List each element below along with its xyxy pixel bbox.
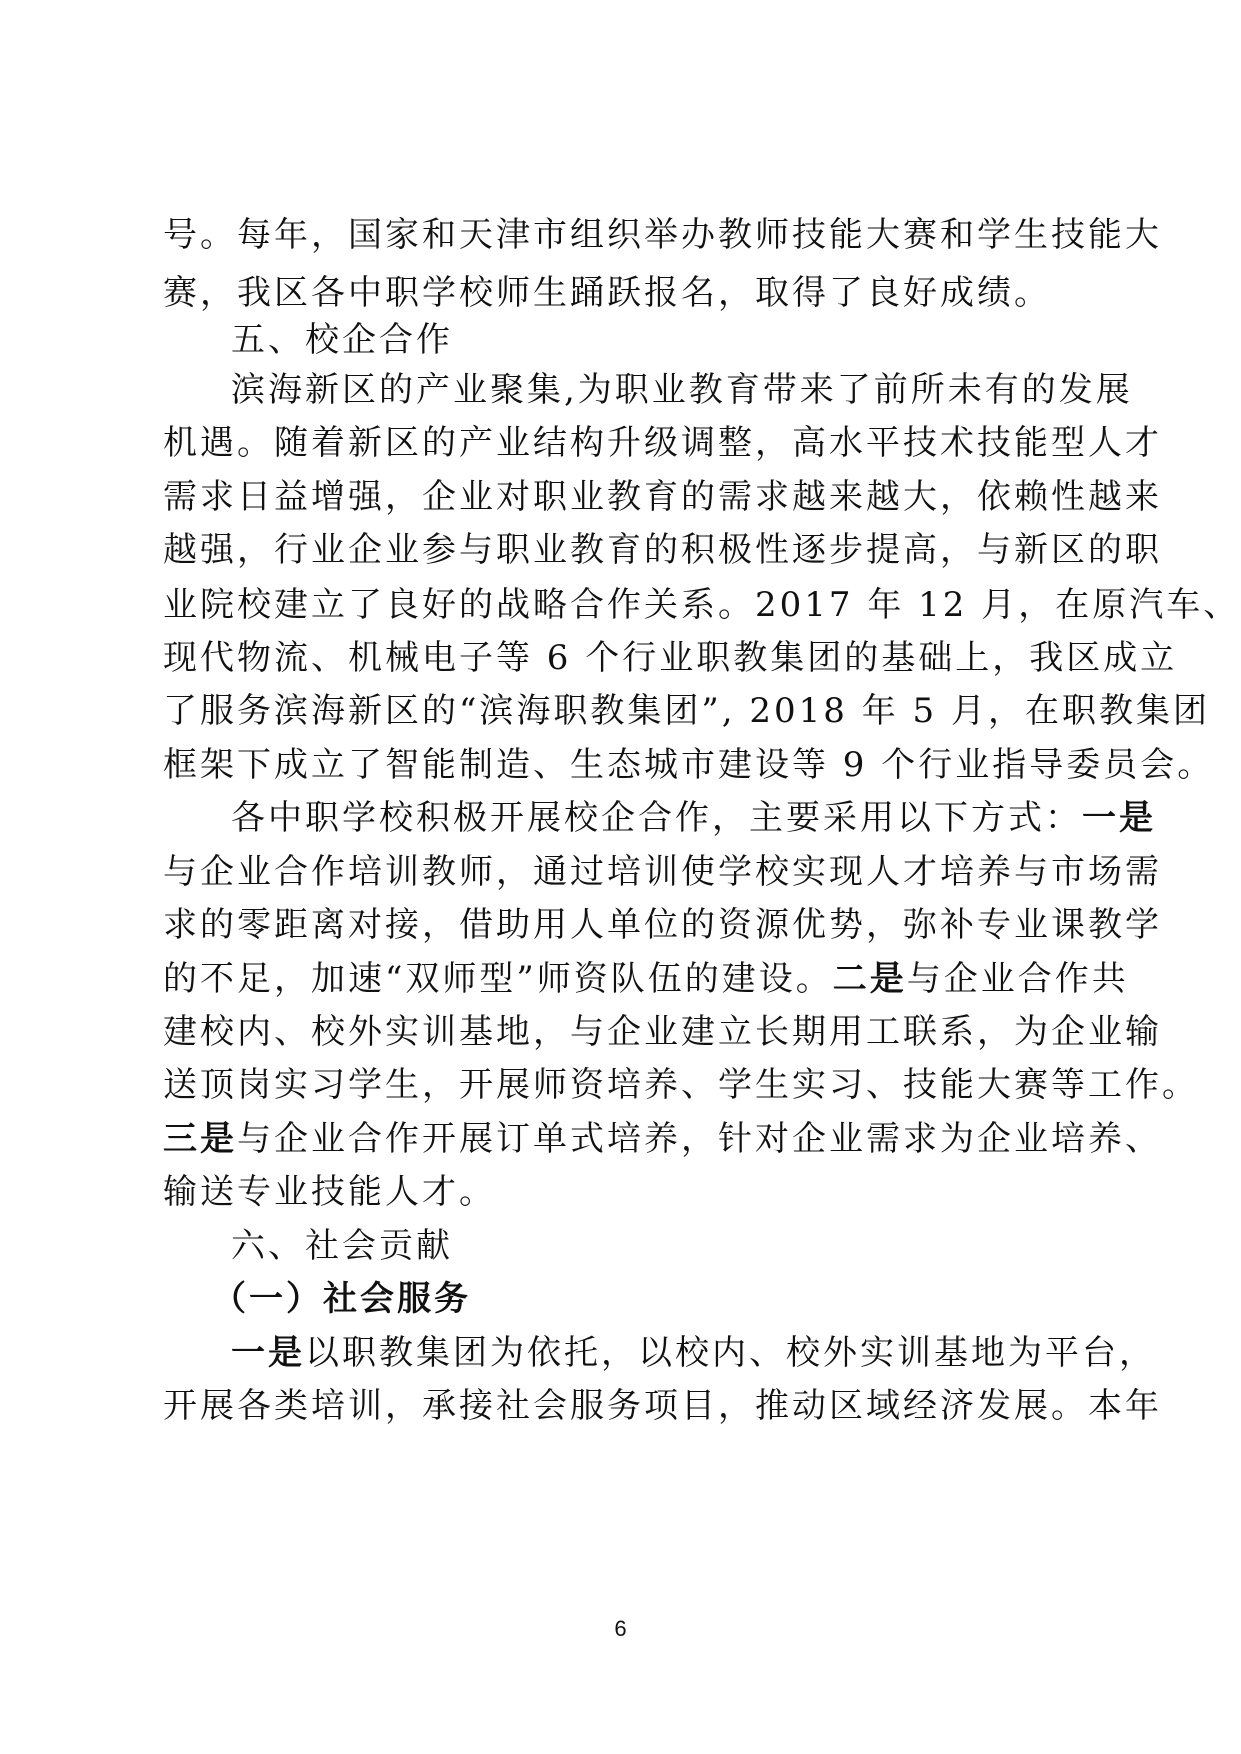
text-run: 与企业合作开展订单式培养，针对企业需求为企业培养、 [237, 1119, 1162, 1159]
body-text-line: 框架下成立了智能制造、生态城市建设等 9 个行业指导委员会。 [163, 745, 1215, 785]
text-run: 以职教集团为依托，以校内、校外实训基地为平台， [305, 1333, 1156, 1373]
body-text-line: 输送专业技能人才。 [163, 1172, 496, 1212]
body-text-line: 越强，行业企业参与职业教育的积极性逐步提高，与新区的职 [163, 530, 1162, 570]
body-text-line [163, 1110, 1162, 1168]
body-text-line: 了服务滨海新区的“滨海职教集团”, 2018 年 5 月，在职教集团 [163, 691, 1210, 731]
page-number: 6 [614, 1616, 627, 1641]
bold-lead: 一是 [231, 1333, 305, 1373]
body-text-line: 号。每年，国家和天津市组织举办教师技能大赛和学生技能大 [163, 215, 1162, 255]
section-heading: 六、社会贡献 [231, 1226, 453, 1266]
body-text-line [231, 1324, 1156, 1382]
body-text-line: 滨海新区的产业聚集,为职业教育带来了前所未有的发展 [231, 370, 1133, 410]
body-text-line: 现代物流、机械电子等 6 个行业职教集团的基础上，我区成立 [163, 638, 1178, 678]
body-text-line: 求的零距离对接，借助用人单位的资源优势，弥补专业课教学 [163, 905, 1162, 945]
text-run: 各中职学校积极开展校企合作，主要采用以下方式： [231, 798, 1082, 838]
body-text-line: 需求日益增强，企业对职业教育的需求越来越大，依赖性越来 [163, 477, 1162, 517]
body-text-line [231, 789, 1156, 847]
body-text-line: 赛，我区各中职学校师生踊跃报名，取得了良好成绩。 [163, 273, 1051, 313]
body-text-line: 业院校建立了良好的战略合作关系。2017 年 12 月，在原汽车、 [163, 585, 1241, 625]
body-text-line [163, 950, 1129, 1008]
section-heading: 五、校企合作 [231, 320, 453, 360]
bold-lead: 三是 [163, 1119, 237, 1159]
body-text-line: 与企业合作培训教师，通过培训使学校实现人才培养与市场需 [163, 852, 1162, 892]
text-run: 的不足，加速“双师型”师资队伍的建设。 [163, 959, 833, 999]
body-text-line: 开展各类培训，承接社会服务项目，推动区域经济发展。本年 [163, 1386, 1162, 1426]
body-text-line: 送顶岗实习学生，开展师资培养、学生实习、技能大赛等工作。 [163, 1065, 1199, 1105]
body-text-line: 机遇。随着新区的产业结构升级调整，高水平技术技能型人才 [163, 423, 1162, 463]
subsection-heading: （一）社会服务 [212, 1279, 471, 1319]
body-text-line: 建校内、校外实训基地，与企业建立长期用工联系，为企业输 [163, 1012, 1162, 1052]
text-run: 与企业合作共 [906, 959, 1129, 999]
bold-lead: 二是 [832, 959, 907, 999]
bold-lead: 一是 [1082, 798, 1156, 838]
